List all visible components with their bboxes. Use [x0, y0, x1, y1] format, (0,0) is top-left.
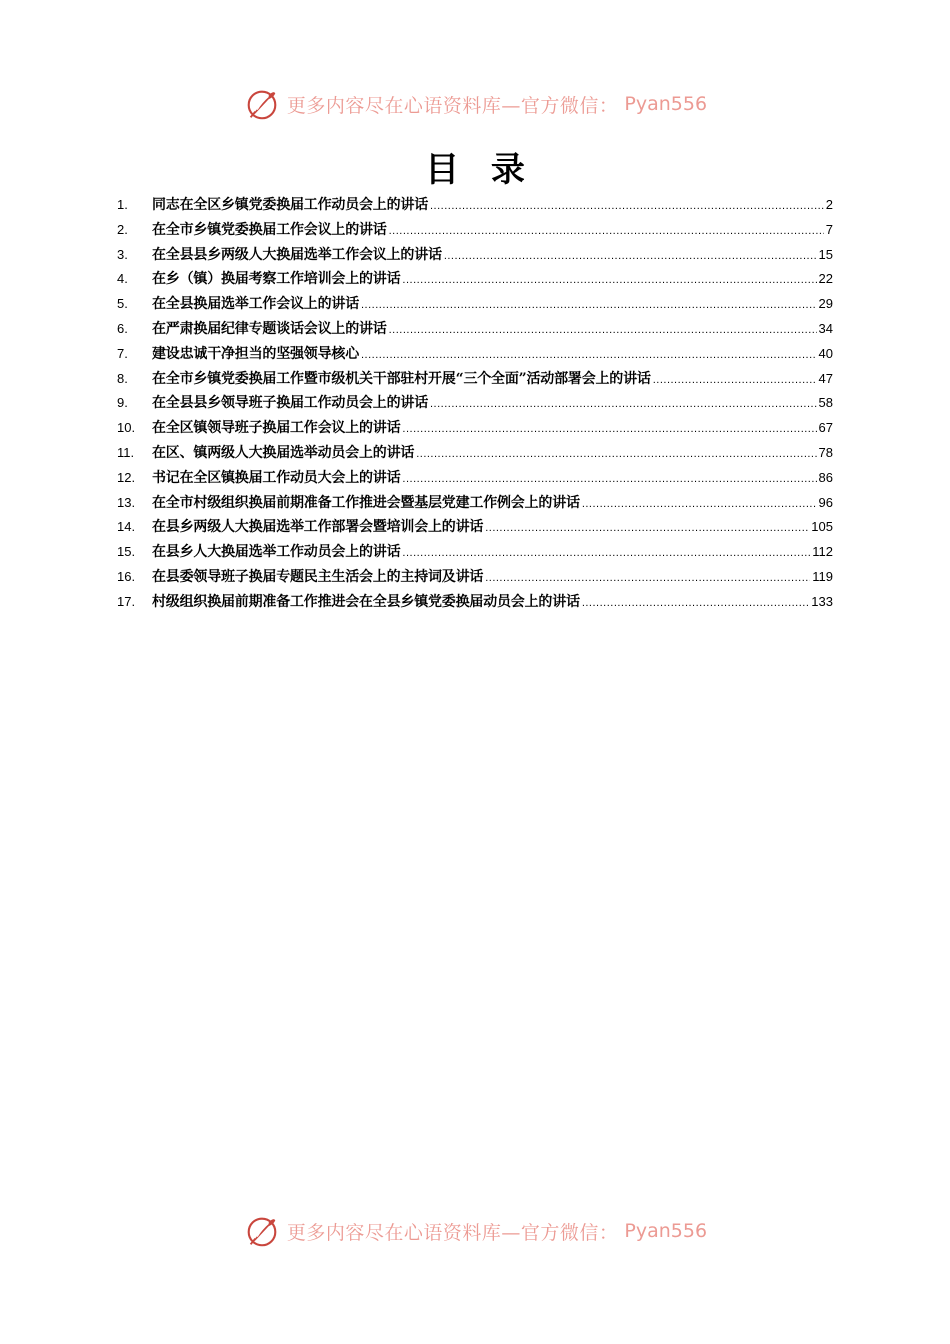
- toc-entry-page-number[interactable]: 22: [818, 271, 833, 287]
- toc-dot-leader: [402, 423, 816, 435]
- toc-entry[interactable]: [117, 368, 833, 393]
- toc-entry[interactable]: [117, 467, 833, 492]
- table-of-contents: [117, 194, 833, 616]
- toc-entry-number: 1.: [117, 197, 128, 212]
- toc-dot-leader: [444, 250, 817, 262]
- toc-entry-title[interactable]: 在全县换届选举工作会议上的讲话: [152, 296, 359, 313]
- toc-entry-number: 5.: [117, 296, 128, 312]
- banner-text: 更多内容尽在心语资料库—官方微信：: [286, 94, 619, 117]
- toc-dot-leader: [485, 572, 810, 584]
- page-title: 目 录: [425, 150, 535, 190]
- banner-wechat-id: Pyan556: [624, 93, 708, 115]
- toc-entry-title[interactable]: 村级组织换届前期准备工作推进会在全县乡镇党委换届动员会上的讲话: [152, 593, 580, 610]
- toc-entry[interactable]: [117, 219, 833, 244]
- toc-entry-page-number[interactable]: 7: [825, 221, 833, 237]
- toc-entry-page-number[interactable]: 96: [818, 494, 833, 510]
- toc-entry-number: 17.: [117, 593, 136, 609]
- toc-entry[interactable]: [117, 492, 833, 517]
- toc-entry-number: 2.: [117, 221, 128, 237]
- quill-pen-logo-icon: [243, 1212, 281, 1250]
- toc-entry-title[interactable]: 在全市乡镇党委换届工作暨市级机关干部驻村开展“三个全面”活动部署会上的讲话: [152, 370, 651, 387]
- toc-entry-number: 6.: [117, 320, 128, 336]
- toc-dot-leader: [430, 200, 824, 212]
- toc-entry[interactable]: [117, 343, 833, 368]
- toc-entry-number: 4.: [117, 271, 128, 287]
- toc-entry-title[interactable]: 在县乡两级人大换届选举工作部署会暨培训会上的讲话: [152, 519, 484, 536]
- banner-text: 更多内容尽在心语资料库—官方微信：: [286, 1221, 619, 1244]
- toc-entry-title[interactable]: 在全市村级组织换届前期准备工作推进会暨基层党建工作例会上的讲话: [152, 494, 580, 511]
- toc-entry[interactable]: [117, 268, 833, 293]
- toc-entry-title[interactable]: 书记在全区镇换届工作动员大会上的讲话: [152, 469, 401, 486]
- toc-entry-number: 3.: [117, 246, 128, 262]
- toc-entry-title[interactable]: 建设忠诚干净担当的坚强领导核心: [152, 345, 359, 362]
- toc-dot-leader: [361, 349, 817, 361]
- toc-entry-page-number[interactable]: 86: [818, 469, 833, 485]
- toc-entry-page-number[interactable]: 29: [818, 296, 833, 312]
- toc-entry-title[interactable]: 在全区镇领导班子换届工作会议上的讲话: [152, 420, 401, 437]
- toc-entry[interactable]: [117, 516, 833, 541]
- toc-dot-leader: [361, 299, 817, 311]
- toc-entry-page-number[interactable]: 133: [811, 593, 833, 609]
- toc-entry[interactable]: [117, 566, 833, 591]
- toc-entry-number: 16.: [117, 568, 136, 584]
- toc-entry-number: 10.: [117, 420, 136, 436]
- toc-entry-number: 15.: [117, 544, 136, 560]
- toc-dot-leader: [430, 398, 817, 410]
- toc-entry[interactable]: [117, 591, 833, 616]
- toc-entry-title[interactable]: 同志在全区乡镇党委换届工作动员会上的讲话: [152, 197, 428, 213]
- banner-wechat-id: Pyan556: [624, 1220, 708, 1242]
- toc-dot-leader: [653, 374, 817, 386]
- toc-entry-title[interactable]: 在乡（镇）换届考察工作培训会上的讲话: [152, 271, 401, 288]
- toc-entry-title[interactable]: 在区、镇两级人大换届选举动员会上的讲话: [152, 444, 415, 461]
- toc-entry-title[interactable]: 在全县县乡领导班子换届工作动员会上的讲话: [152, 395, 428, 412]
- toc-entry-title[interactable]: 在县乡人大换届选举工作动员会上的讲话: [152, 544, 401, 561]
- toc-entry[interactable]: [117, 392, 833, 417]
- toc-entry-number: 13.: [117, 494, 136, 510]
- toc-entry-number: 12.: [117, 469, 136, 485]
- toc-entry-page-number[interactable]: 112: [812, 544, 833, 560]
- footer-watermark-banner: [0, 1211, 950, 1251]
- toc-dot-leader: [485, 522, 809, 534]
- toc-entry[interactable]: [117, 541, 833, 566]
- toc-dot-leader: [416, 448, 816, 460]
- toc-dot-leader: [402, 473, 816, 485]
- toc-entry-page-number[interactable]: 78: [818, 444, 833, 460]
- toc-entry-page-number[interactable]: 40: [818, 345, 833, 361]
- toc-entry-page-number[interactable]: 58: [818, 395, 833, 411]
- toc-entry-page-number[interactable]: 47: [818, 370, 833, 386]
- toc-entry-title[interactable]: 在全市乡镇党委换届工作会议上的讲话: [152, 221, 387, 238]
- quill-pen-logo-icon: [243, 85, 281, 123]
- toc-entry-number: 11.: [117, 444, 135, 460]
- toc-dot-leader: [389, 225, 824, 237]
- toc-dot-leader: [402, 274, 816, 286]
- toc-entry-page-number[interactable]: 119: [812, 568, 833, 584]
- toc-entry-number: 9.: [117, 395, 128, 411]
- toc-entry-number: 14.: [117, 519, 136, 535]
- toc-dot-leader: [582, 498, 817, 510]
- toc-entry-title[interactable]: 在县委领导班子换届专题民主生活会上的主持词及讲话: [152, 568, 484, 585]
- toc-entry-page-number[interactable]: 67: [818, 420, 833, 436]
- toc-entry-number: 7.: [117, 345, 128, 361]
- toc-entry-title[interactable]: 在严肃换届纪律专题谈话会议上的讲话: [152, 320, 387, 337]
- toc-entry[interactable]: [117, 318, 833, 343]
- toc-entry-page-number[interactable]: 2: [825, 197, 833, 212]
- toc-dot-leader: [402, 547, 810, 559]
- toc-entry-page-number[interactable]: 34: [818, 320, 833, 336]
- toc-entry[interactable]: [117, 293, 833, 318]
- toc-entry-page-number[interactable]: 105: [811, 519, 833, 535]
- toc-entry-page-number[interactable]: 15: [818, 246, 833, 262]
- toc-entry-number: 8.: [117, 370, 128, 386]
- toc-entry[interactable]: [117, 442, 833, 467]
- toc-entry-title[interactable]: 在全县县乡两级人大换届选举工作会议上的讲话: [152, 246, 442, 263]
- toc-entry[interactable]: [117, 244, 833, 269]
- toc-entry[interactable]: [117, 194, 833, 219]
- toc-entry[interactable]: [117, 417, 833, 442]
- header-watermark-banner: [0, 84, 950, 124]
- toc-dot-leader: [582, 597, 809, 609]
- toc-dot-leader: [389, 324, 817, 336]
